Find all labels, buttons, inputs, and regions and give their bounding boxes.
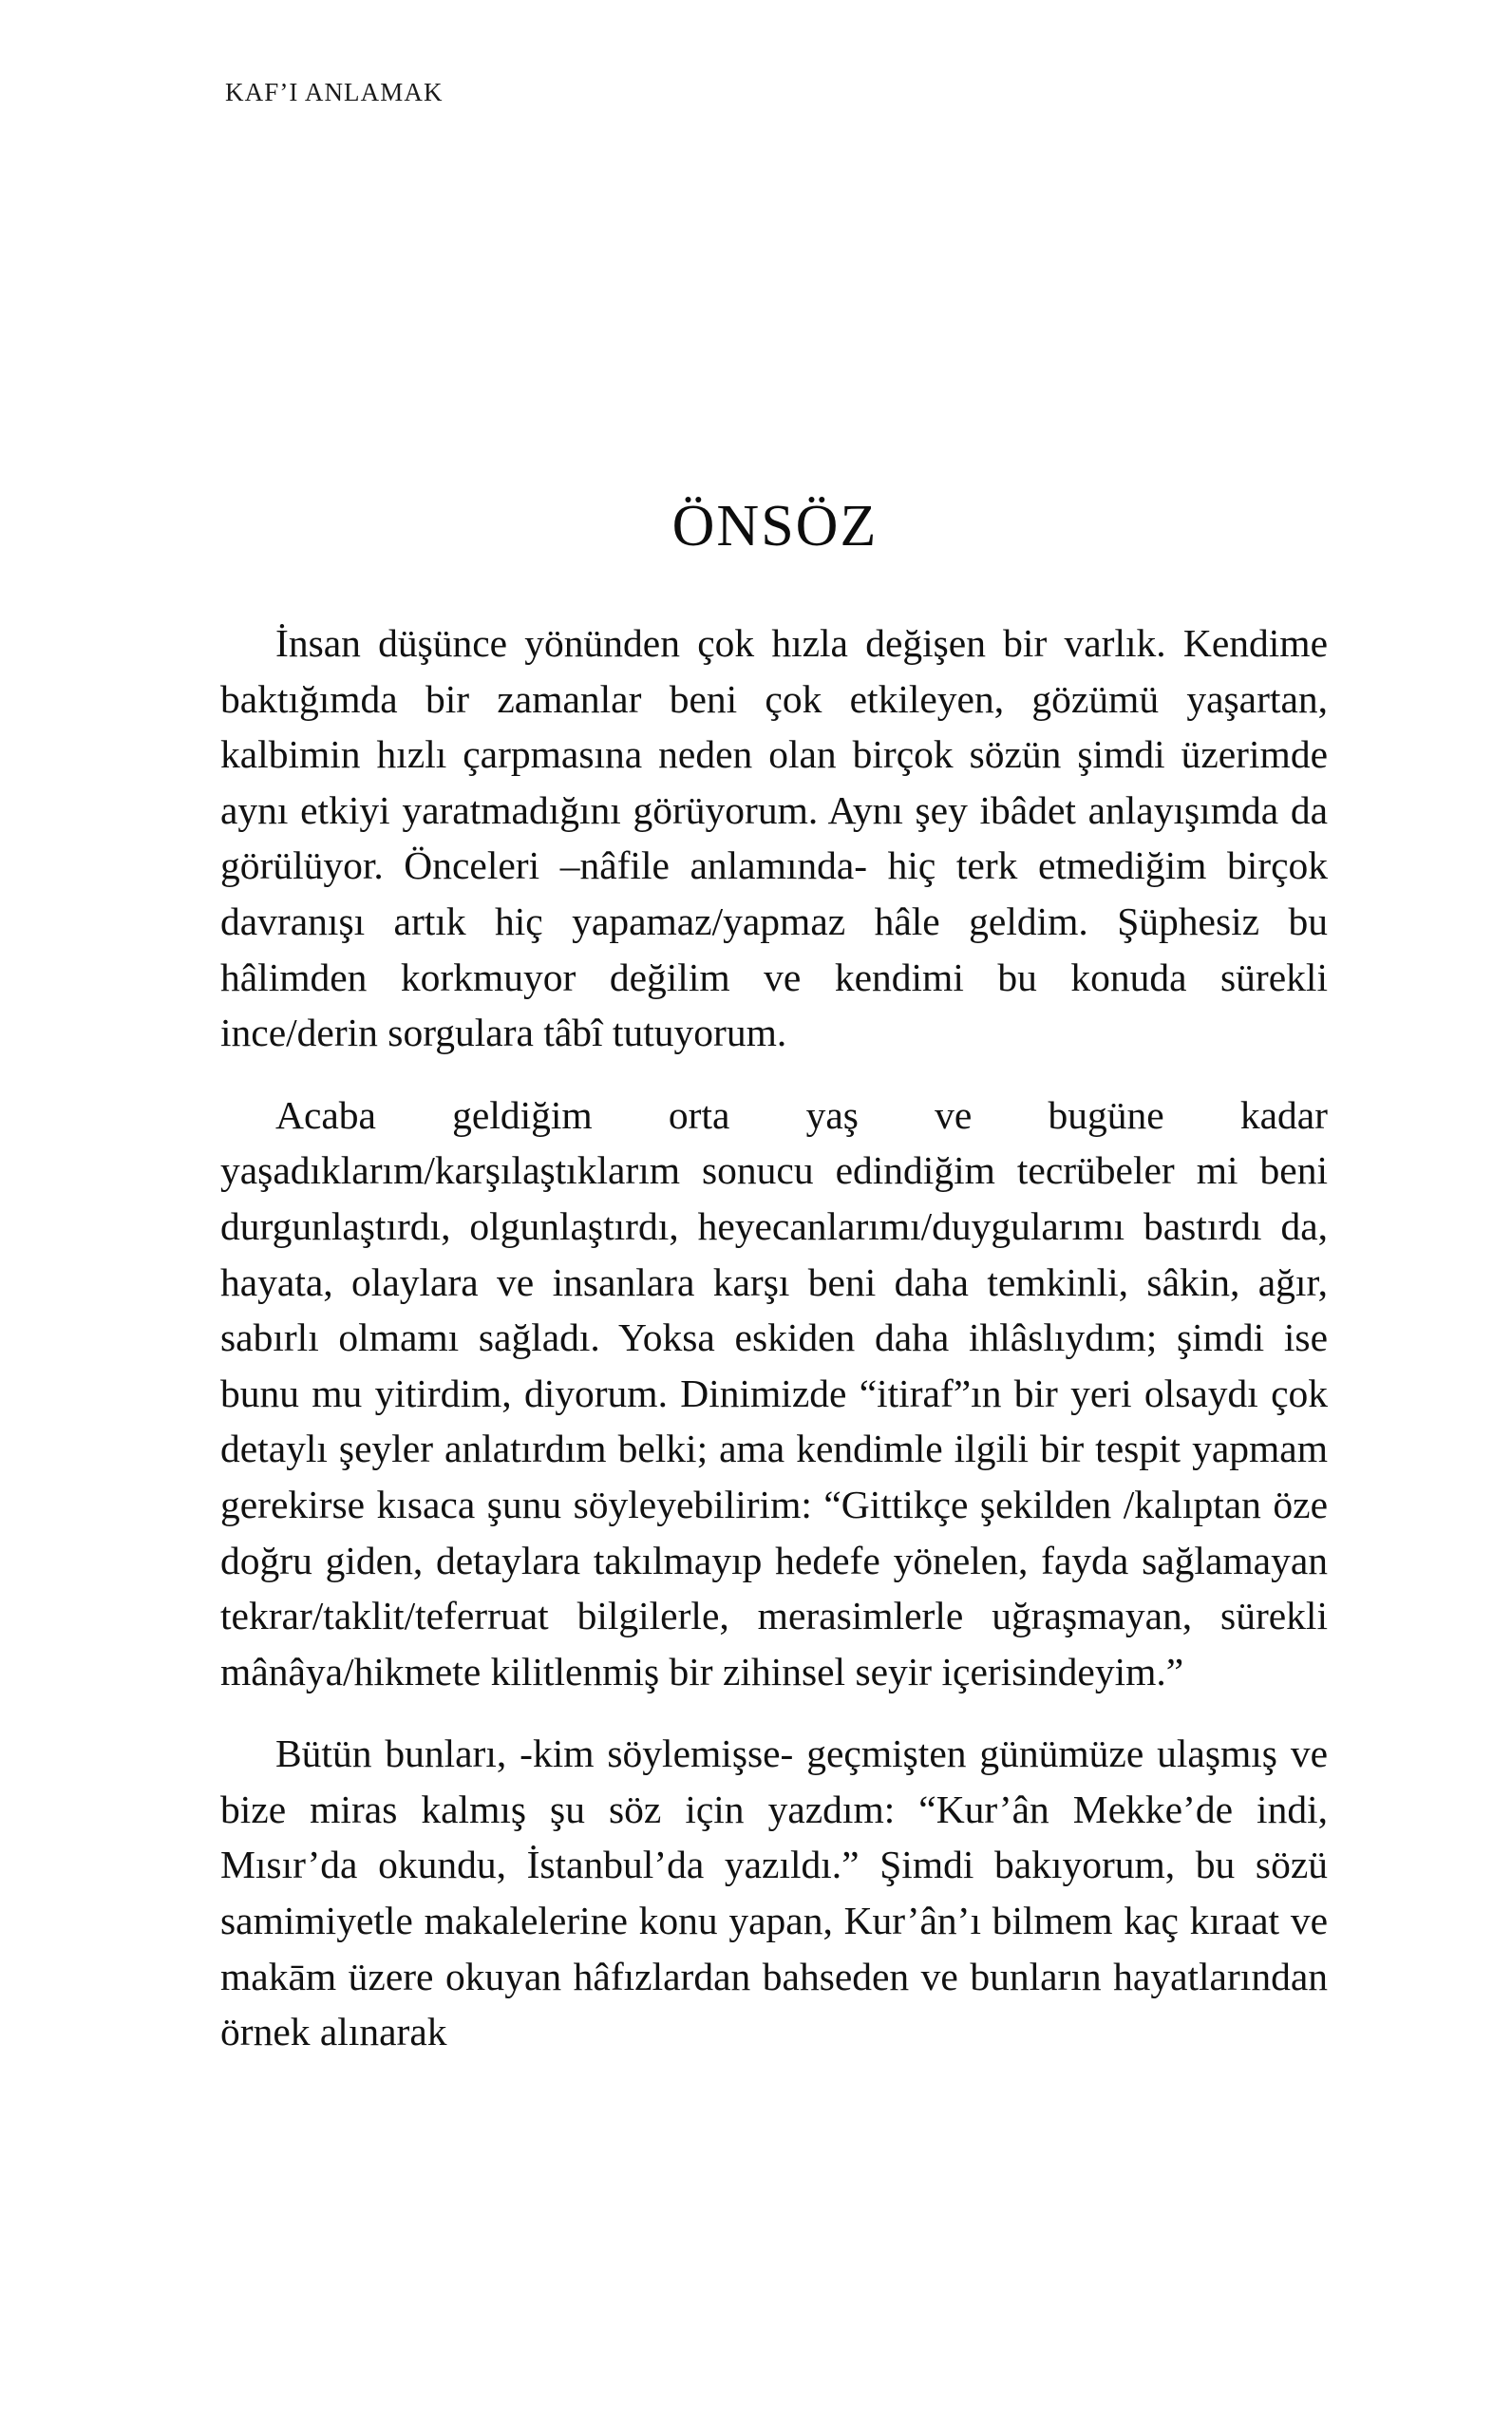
chapter-title: ÖNSÖZ: [671, 493, 879, 558]
body-text-block: [220, 615, 1328, 2060]
paragraph: Bütün bunları, -kim söylemişse- geçmişten günümüze ulaşmış ve bize miras kalmış şu söz için yazdım: “Kur’ân Mekke’de indi, Mısır’da okundu, İstanbul’da yazıldı.” Şimdi bakıyorum, bu sözü samimiyetle makalelerine konu yapan, Kur’ân’ı bilmem kaç kıraat ve makām üzere okuyan hâfızlardan bahseden ve bunların hayatlarından örnek alınarak: [220, 1731, 1328, 2054]
running-header: KAF’I ANLAMAK: [225, 78, 444, 106]
paragraph: İnsan düşünce yönünden çok hızla değişen bir varlık. Kendime baktığımda bir zamanlar beni çok etkileyen, gözümü yaşartan, kalbimin hızlı çarpmasına neden olan birçok sözün şimdi üzerimde aynı etkiyi yaratmadığını görüyorum. Aynı şey ibâdet anlayışımda da görülüyor. Önceleri –nâfile anlamında- hiç terk etmediğim birçok davranışı artık hiç yapamaz/yapmaz hâle geldim. Şüphesiz bu hâlimden korkmuyor değilim ve kendimi bu konuda sürekli ince/derin sorgulara tâbî tutuyorum.: [220, 621, 1328, 1055]
paragraph: Acaba geldiğim orta yaş ve bugüne kadar yaşadıklarım/karşılaştıklarım sonucu edindiğim tecrübeler mi beni durgunlaştırdı, olgunlaştırdı, heyecanlarımı/duygularımı bastırdı da, hayata, olaylara ve insanlara karşı beni daha temkinli, sâkin, ağır, sabırlı olmamı sağladı. Yoksa eskiden daha ihlâslıydım; şimdi ise bunu mu yitirdim, diyorum. Dinimizde “itiraf”ın bir yeri olsaydı çok detaylı şeyler anlatırdım belki; ama kendimle ilgili bir tespit yapmam gerekirse kısaca şunu söyleyebilirim: “Gittikçe şekilden /kalıptan öze doğru giden, detaylara takılmayıp hedefe yönelen, fayda sağlamayan tekrar/taklit/teferruat bilgilerle, merasimlerle uğraşmayan, sürekli mânâya/hikmete kilitlenmiş bir zihinsel seyir içerisindeyim.”: [220, 1092, 1328, 1694]
